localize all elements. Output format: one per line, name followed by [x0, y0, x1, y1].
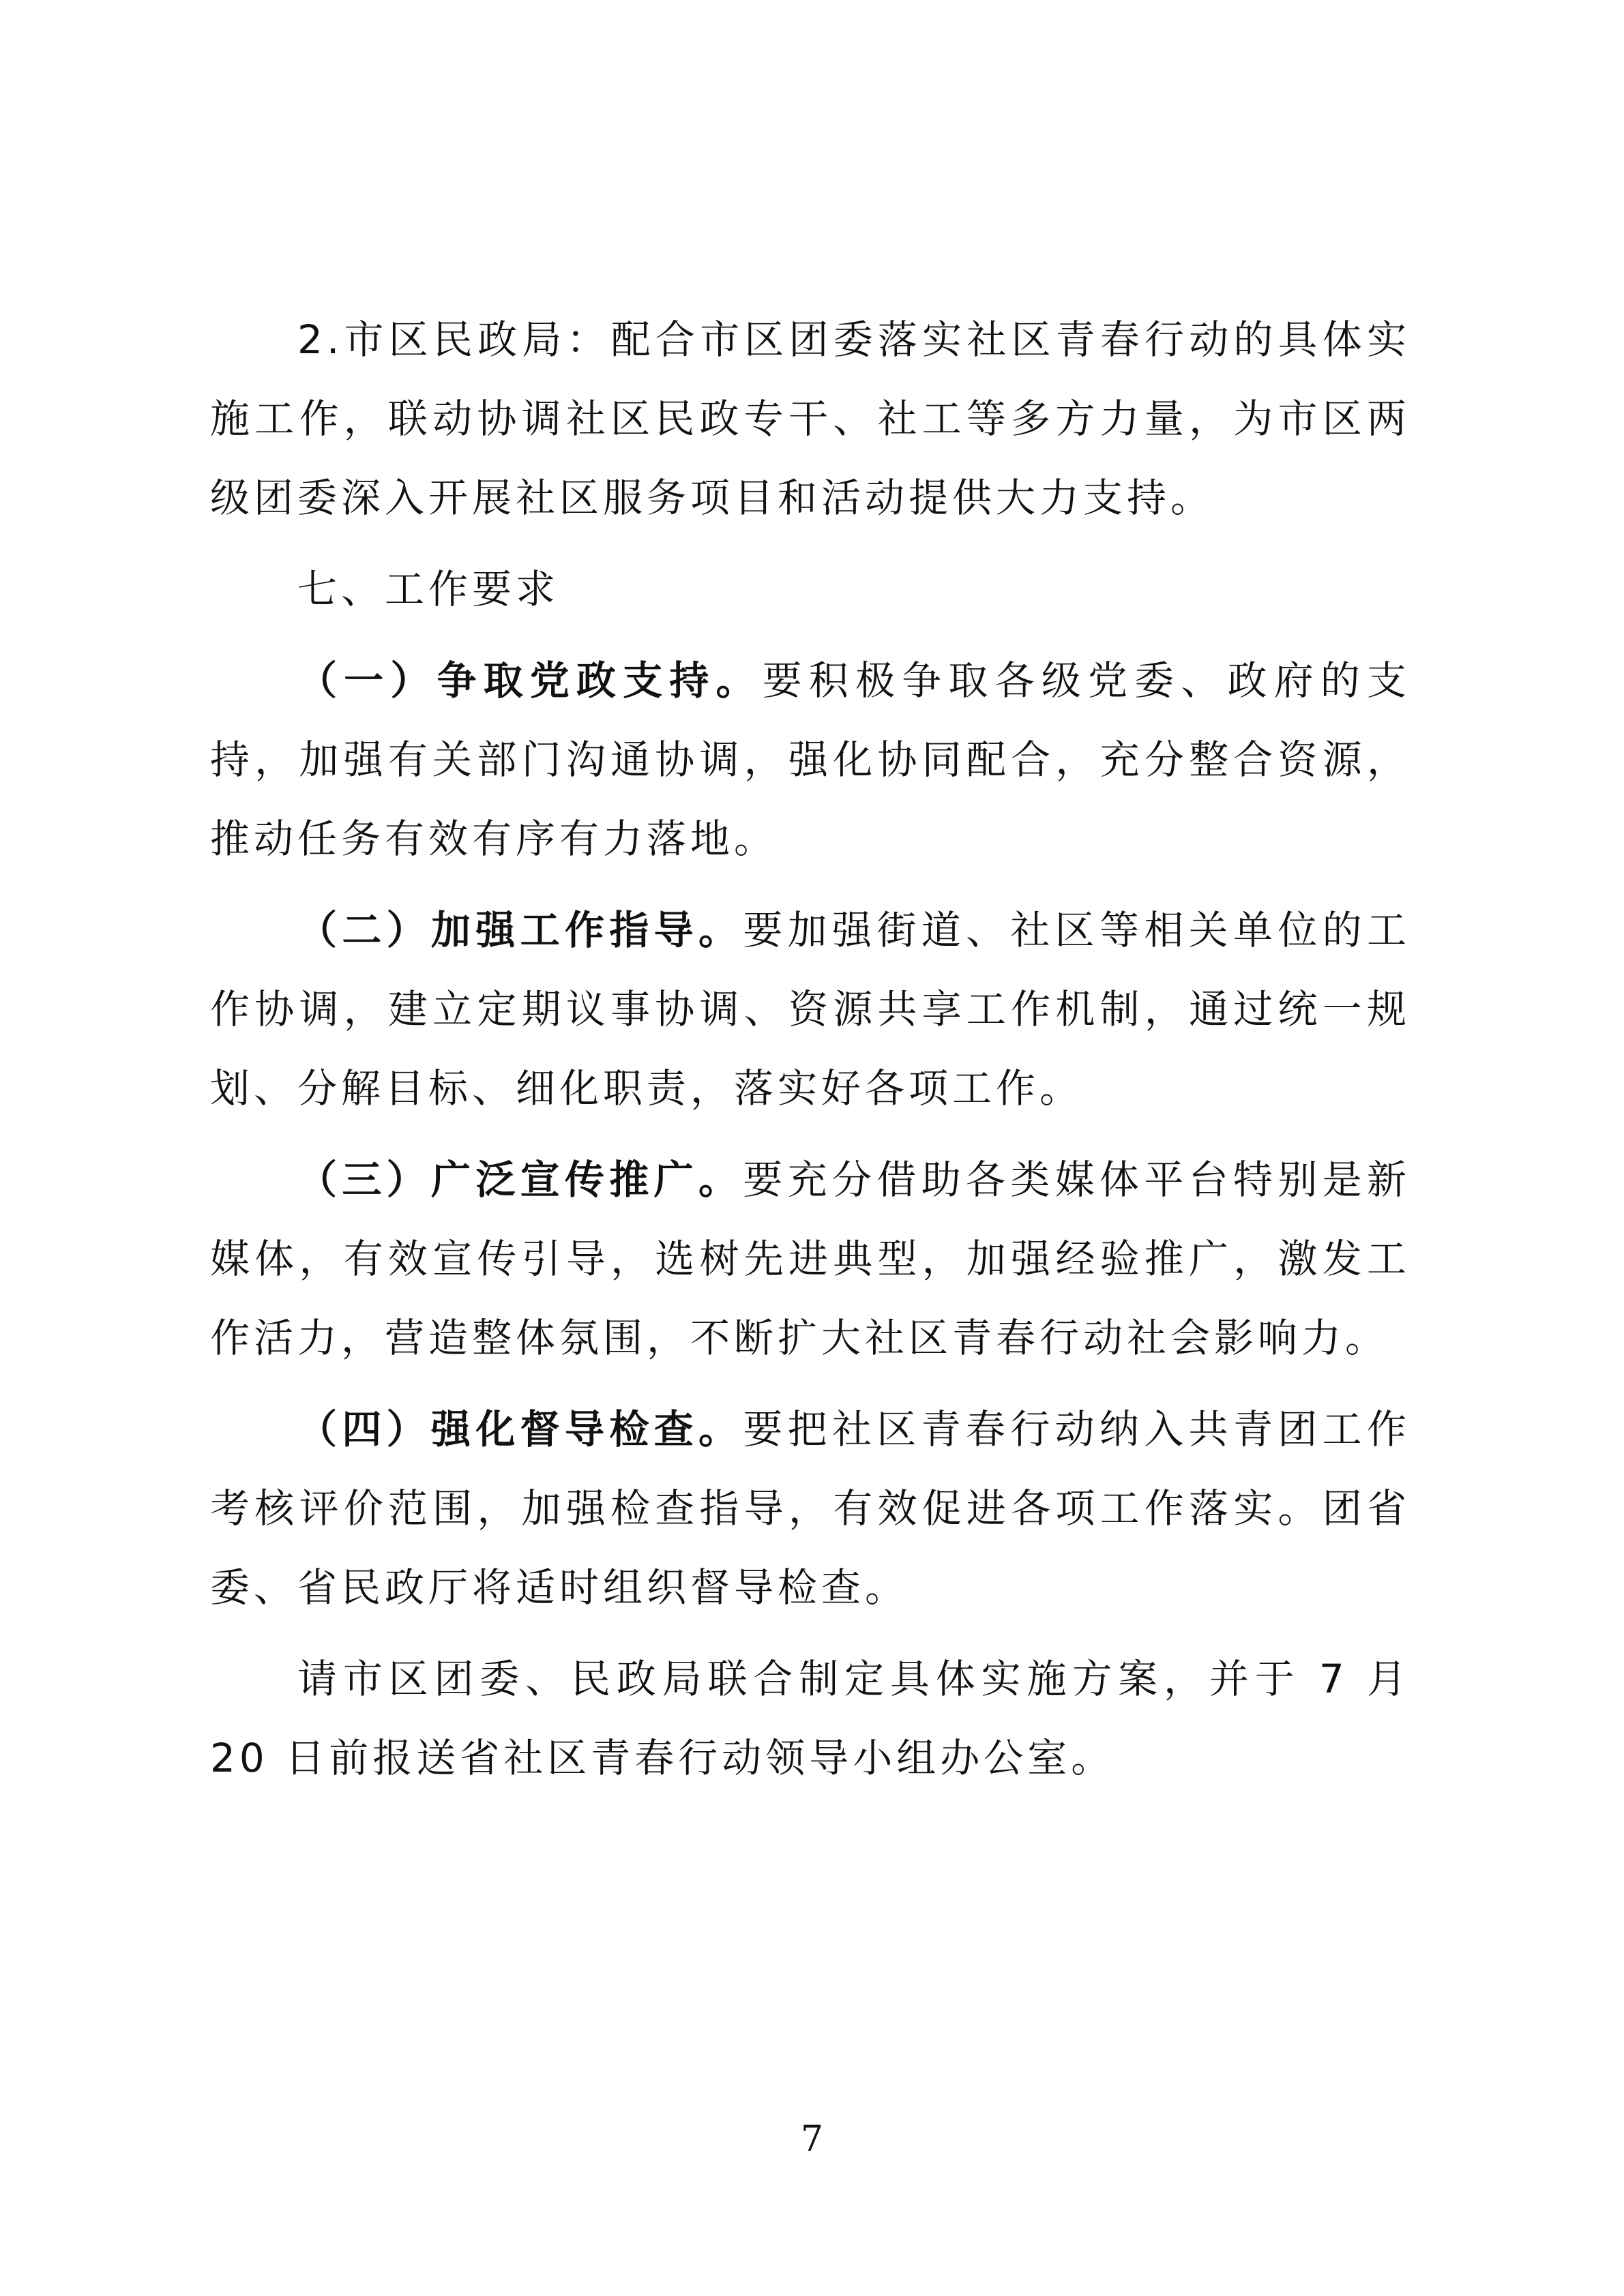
paragraph-requirement-3 [210, 1140, 1411, 1377]
requirement-1-body: 要积极争取各级党委、政府的支持，加强有关部门沟通协调，强化协同配合，充分整合资源，推动任务有效有序有力落地。 [210, 657, 1411, 862]
paragraph-text: 2.市区民政局：配合市区团委落实社区青春行动的具体实施工作，联动协调社区民政专干、社工等多方力量，为市区两级团委深入开展社区服务项目和活动提供大力支持。 [210, 316, 1411, 521]
section-heading-work-requirements [210, 550, 1411, 629]
heading-text: 七、工作要求 [297, 566, 560, 612]
requirement-4-body: 要把社区青春行动纳入共青团工作考核评价范围，加强检查指导，有效促进各项工作落实。团省委、省民政厅将适时组织督导检查。 [210, 1406, 1411, 1611]
requirement-3-title: （三）广泛宣传推广。 [297, 1157, 743, 1203]
paragraph-closing [210, 1639, 1411, 1798]
requirement-3-body: 要充分借助各类媒体平台特别是新媒体，有效宣传引导，选树先进典型，加强经验推广，激发工作活力，营造整体氛围，不断扩大社区青春行动社会影响力。 [210, 1157, 1411, 1361]
requirement-2-title: （二）加强工作指导。 [297, 907, 743, 953]
document-body [210, 300, 1411, 1810]
paragraph-requirement-2 [210, 891, 1411, 1128]
requirement-1-title: （一）争取党政支持。 [297, 657, 763, 704]
page-number: 7 [800, 2119, 824, 2160]
paragraph-requirement-4 [210, 1390, 1411, 1627]
requirement-2-body: 要加强街道、社区等相关单位的工作协调，建立定期议事协调、资源共享工作机制，通过统一规划、分解目标、细化职责，落实好各项工作。 [210, 907, 1411, 1112]
requirement-4-title: （四）强化督导检查。 [297, 1406, 743, 1452]
paragraph-civil-affairs [210, 300, 1411, 537]
paragraph-requirement-1 [210, 641, 1411, 878]
closing-text: 请市区团委、民政局联合制定具体实施方案，并于 7 月 20 日前报送省社区青春行动领导小组办公室。 [210, 1656, 1411, 1781]
